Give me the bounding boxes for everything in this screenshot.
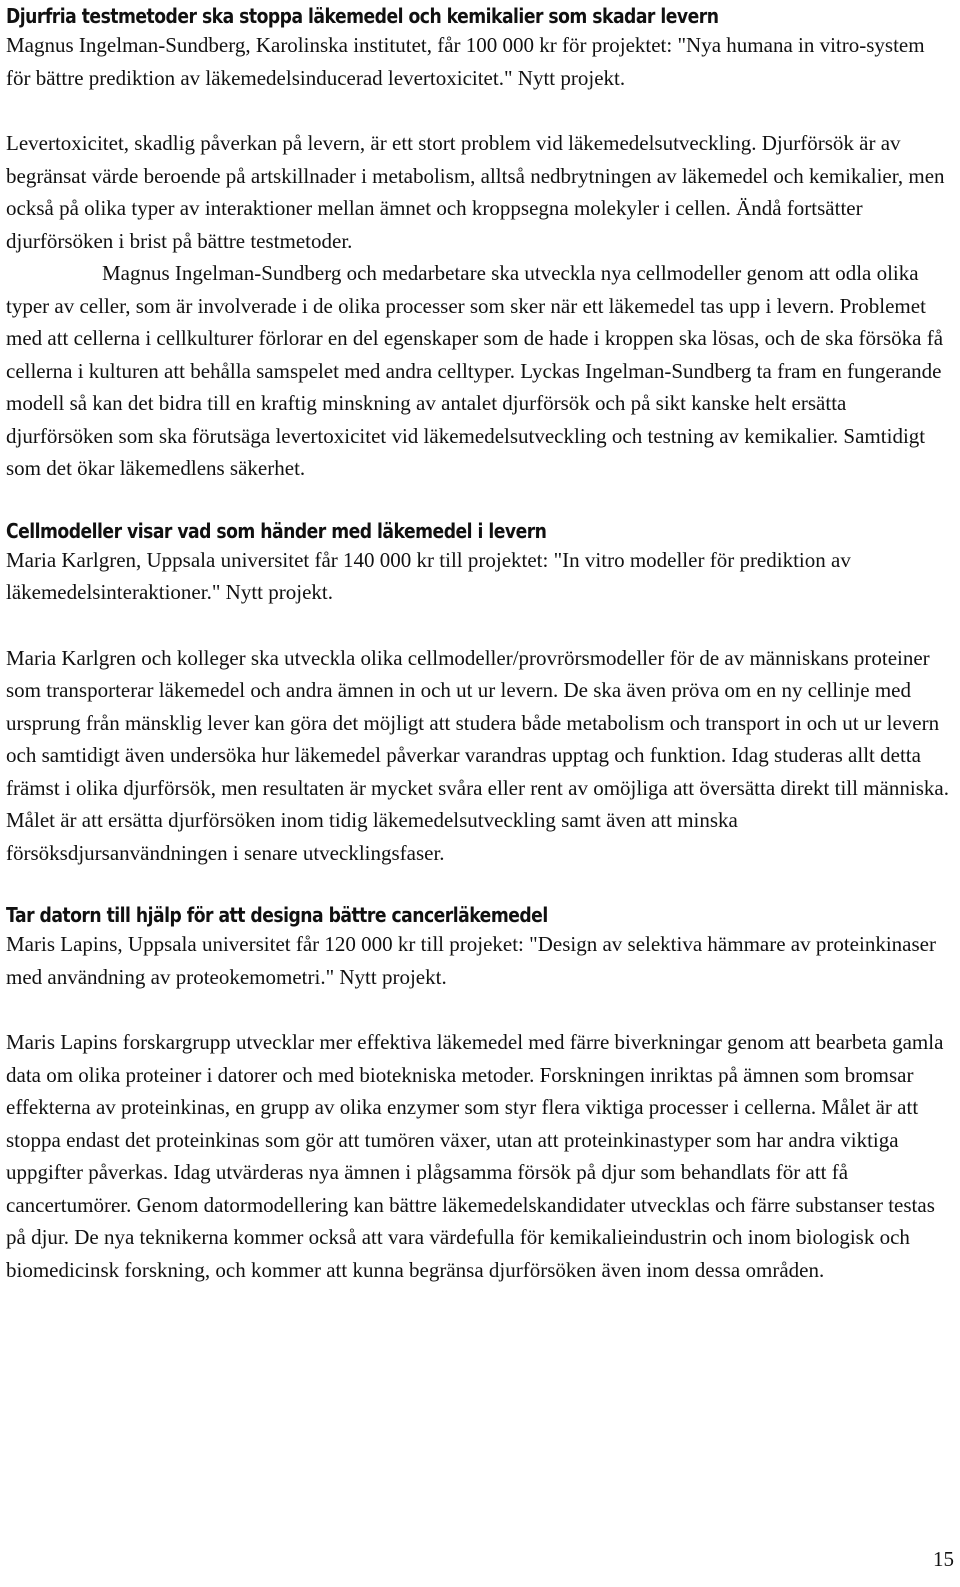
body-paragraph: [6, 257, 950, 485]
project-intro: Maris Lapins, Uppsala universitet får 120 000 kr till projeket: "Design av selektiva hämmare av proteinkinaser med användning av proteokemometri." Nytt projekt.: [6, 932, 936, 989]
project-intro: Magnus Ingelman-Sundberg, Karolinska institutet, får 100 000 kr för projektet: "Nya humana in vitro-system för bättre prediktion av läkemedelsinducerad levertoxicitet." Nytt projekt.: [6, 33, 925, 90]
spacer: [6, 609, 950, 642]
project-intro: Maria Karlgren, Uppsala universitet får 140 000 kr till projektet: "In vitro modeller för prediktion av läkemedelsinteraktioner." Nytt projekt.: [6, 547, 851, 604]
page-number: 15: [933, 1547, 954, 1571]
section-heading: Djurfria testmetoder ska stoppa läkemedel och kemikalier som skadar levern: [6, 4, 719, 28]
spacer: [6, 485, 950, 518]
body-paragraph: Maris Lapins forskargrupp utvecklar mer effektiva läkemedel med färre biverkningar genom att bearbeta gamla data om olika proteiner i datorer och med biotekniska metoder. Forskningen inriktas på ämnen som bromsar effekterna av proteinkinas, en grupp av olika enzymer som styr flera viktiga processer i cellerna. Målet är att stoppa endast det proteinkinas som gör att tumören växer, utan att proteinkinastyper som har andra viktiga uppgifter påverkas. Idag utvärderas nya ämnen i plågsamma försök på djur som behandlats för att få cancertumörer. Genom datormodellering kan bättre läkemedelskandidater utvecklas och färre substanser testas på djur. De nya teknikerna kommer också att vara värdefulla för kemikalieindustrin och inom biologisk och biomedicinsk forskning, och kommer att kunna begränsa djurförsöken även inom dessa områden.: [6, 1030, 944, 1282]
spacer: [6, 993, 950, 1026]
spacer: [6, 94, 950, 127]
body-paragraph: Maria Karlgren och kolleger ska utveckla olika cellmodeller/provrörsmodeller för de av människans proteiner som transporterar läkemedel och andra ämnen in och ut ur levern. De ska även pröva om en ny cellinje med ursprung från mänsklig lever kan göra det möjligt att studera både metabolism och transport in och ut ur levern och samtidigt även undersöka hur läkemedel påverkar varandras upptag och funktion. Idag studeras allt detta främst i olika djurförsök, men resultaten är mycket svåra eller rent av omöjliga att översätta direkt till människa. Målet är att ersätta djurförsöken inom tidig läkemedelsutveckling samt även att minska försöksdjursanvändningen i senare utvecklingsfaser.: [6, 645, 949, 865]
body-paragraph: Levertoxicitet, skadlig påverkan på levern, är ett stort problem vid läkemedelsutveckling. Djurförsök är av begränsat värde beroende på artskillnader i metabolism, alltså nedbrytningen av läkemedel och kemikalier, men också på olika typer av interaktioner mellan ämnet och kroppsegna molekyler i cellen. Ändå fortsätter djurförsöken i brist på bättre testmetoder.: [6, 131, 945, 253]
section-heading: Tar datorn till hjälp för att designa bättre cancerläkemedel: [6, 903, 548, 927]
spacer: [6, 869, 950, 902]
section-heading: Cellmodeller visar vad som händer med läkemedel i levern: [6, 518, 547, 543]
document-page: [6, 0, 950, 1286]
body-text: Magnus Ingelman-Sundberg och medarbetare ska utveckla nya cellmodeller genom att odla olika typer av celler, som är involverade i de olika processer som sker när ett läkemedel tas upp i levern. Problemet med att cellerna i cellkulturer förlorar en del egenskaper som de hade i kroppen ska lösas, och de ska försöka få cellerna i kulturen att behålla samspelet med andra celltyper. Lyckas Ingelman-Sundberg ta fram en fungerande modell så kan det bidra till en kraftig minskning av antalet djurförsök och på sikt kanske helt ersätta djurförsöken som ska förutsäga levertoxicitet vid läkemedelsutveckling och testning av kemikalier. Samtidigt som det ökar läkemedlens säkerhet.: [6, 261, 944, 480]
